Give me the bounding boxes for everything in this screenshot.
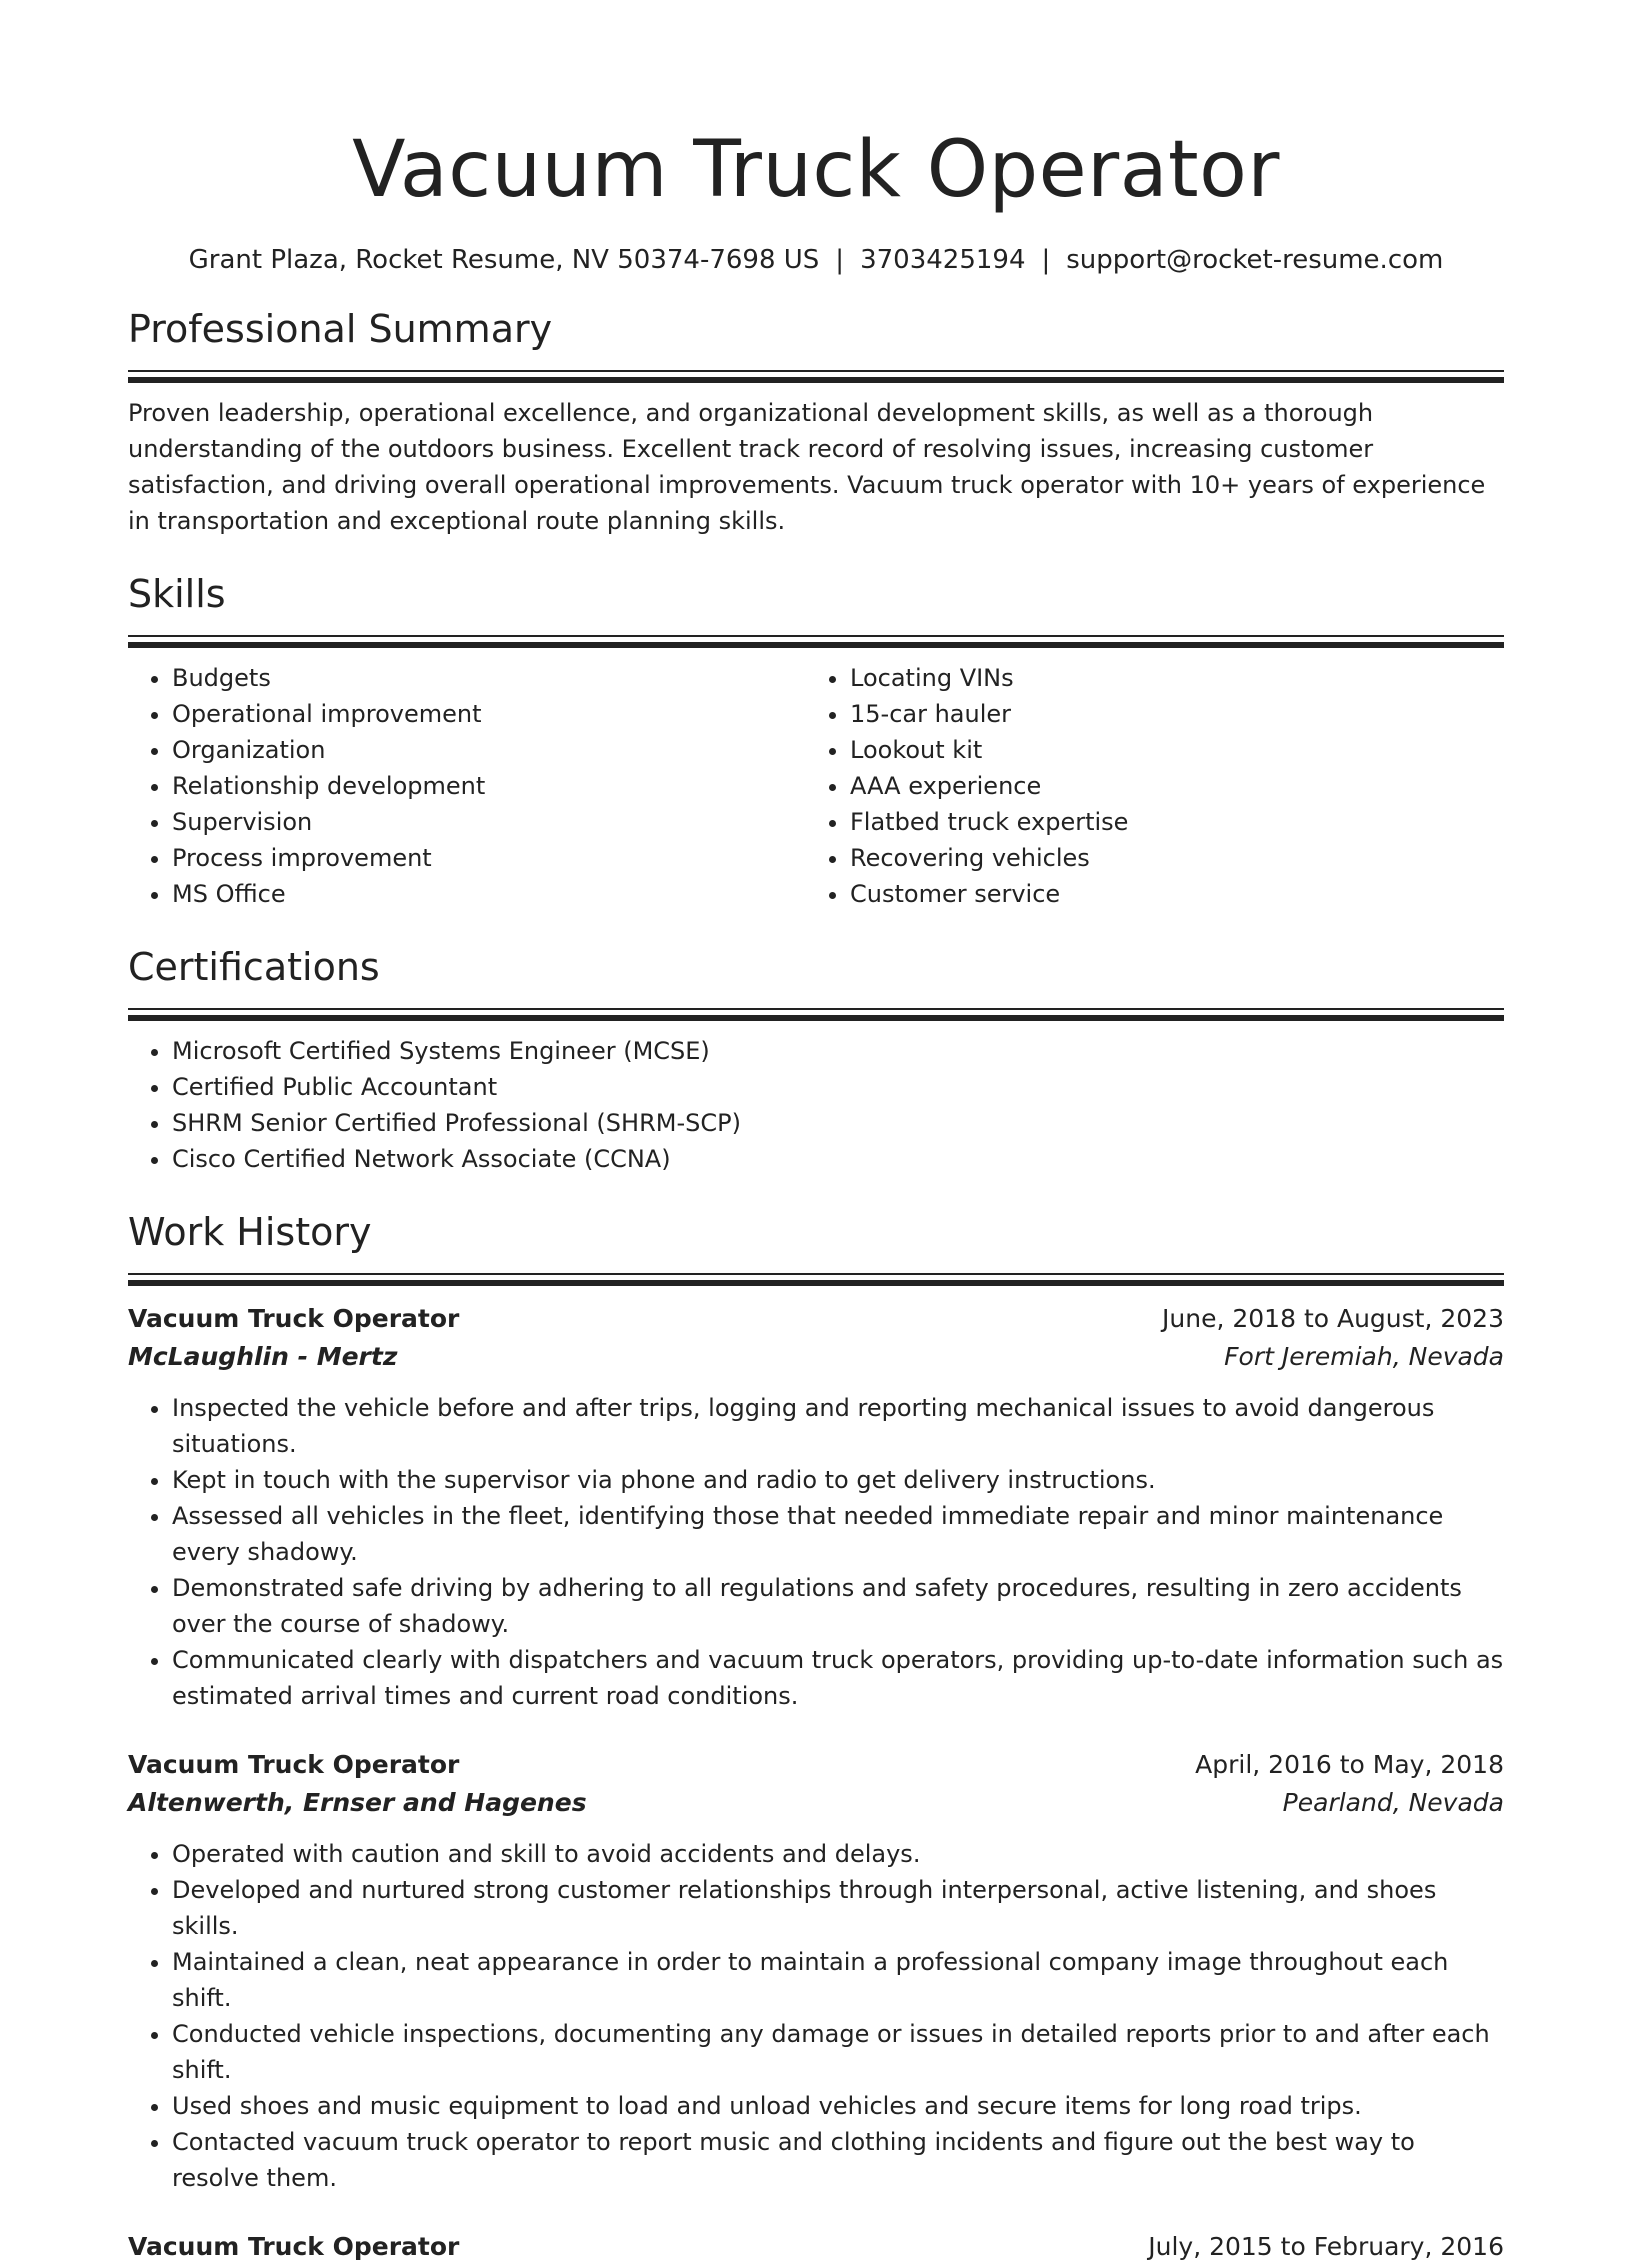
job-location: Pearland, Nevada <box>1282 1788 1504 1817</box>
job-subheader <box>128 1338 1504 1376</box>
contact-separator: | <box>835 245 845 275</box>
job-subheader <box>128 1784 1504 1822</box>
skill-item: • Customer service <box>850 876 1484 912</box>
contact-email: support@rocket-resume.com <box>1066 245 1444 275</box>
job-header <box>128 2228 1504 2266</box>
skill-item: • Recovering vehicles <box>850 840 1484 876</box>
section-divider <box>128 635 1504 648</box>
job-header <box>128 1746 1504 1784</box>
job-dates: June, 2018 to August, 2023 <box>1162 1304 1504 1333</box>
skills-section <box>128 569 1504 912</box>
skill-item: • Lookout kit <box>850 732 1484 768</box>
skill-item: • Supervision <box>172 804 806 840</box>
skill-item: • Relationship development <box>172 768 806 804</box>
summary-section <box>128 304 1504 539</box>
resume-page <box>128 0 1504 2266</box>
certification-item: • Microsoft Certified Systems Engineer (MCSE) <box>172 1033 1504 1069</box>
section-title: Certifications <box>128 945 380 989</box>
section-title: Professional Summary <box>128 307 553 351</box>
certification-item: • Certified Public Accountant <box>172 1069 1504 1105</box>
skill-item: • Budgets <box>172 660 806 696</box>
skill-item: • Operational improvement <box>172 696 806 732</box>
skill-item: • Flatbed truck expertise <box>850 804 1484 840</box>
job-entry <box>128 2228 1504 2266</box>
job-title: Vacuum Truck Operator <box>128 2232 460 2261</box>
job-bullet: • Communicated clearly with dispatchers and vacuum truck operators, providing up-to-date information such as estimated arrival times and current road conditions. <box>172 1642 1504 1714</box>
skill-item: • MS Office <box>172 876 806 912</box>
job-dates: April, 2016 to May, 2018 <box>1195 1750 1504 1779</box>
job-location: Fort Jeremiah, Nevada <box>1224 1342 1504 1371</box>
job-bullet: • Demonstrated safe driving by adhering to all regulations and safety procedures, resulting in zero accidents over the course of shadowy. <box>172 1570 1504 1642</box>
skills-columns <box>128 660 1504 912</box>
job-bullet: • Operated with caution and skill to avoid accidents and delays. <box>172 1836 1504 1872</box>
job-header <box>128 1300 1504 1338</box>
certifications-section <box>128 942 1504 1177</box>
skill-item: • 15-car hauler <box>850 696 1484 732</box>
section-divider <box>128 370 1504 383</box>
contact-line <box>128 242 1504 278</box>
job-bullet: • Inspected the vehicle before and after trips, logging and reporting mechanical issues to avoid dangerous situations. <box>172 1390 1504 1462</box>
job-bullet: • Contacted vacuum truck operator to report music and clothing incidents and figure out the best way to resolve them. <box>172 2124 1504 2196</box>
certification-item: • SHRM Senior Certified Professional (SHRM-SCP) <box>172 1105 1504 1141</box>
contact-phone: 3703425194 <box>860 245 1026 275</box>
job-bullet: • Assessed all vehicles in the fleet, identifying those that needed immediate repair and minor maintenance every shadowy. <box>172 1498 1504 1570</box>
job-title: Vacuum Truck Operator <box>128 1304 460 1333</box>
job-dates: July, 2015 to February, 2016 <box>1148 2232 1504 2261</box>
skills-column-left <box>128 660 806 912</box>
resume-name: Vacuum Truck Operator <box>352 125 1280 215</box>
summary-text: Proven leadership, operational excellence, and organizational development skills, as well as a thorough understanding of the outdoors business. Excellent track record of resolving issues, increasing customer satisfaction, and driving overall operational improvements. Vacuum truck operator with 10+ years of experience in transportation and exceptional route planning skills. <box>128 399 1486 535</box>
job-entry <box>128 1300 1504 1714</box>
job-company: McLaughlin - Mertz <box>128 1342 398 1371</box>
job-bullet: • Developed and nurtured strong customer relationships through interpersonal, active listening, and shoes skills. <box>172 1872 1504 1944</box>
job-bullet: • Used shoes and music equipment to load and unload vehicles and secure items for long road trips. <box>172 2088 1504 2124</box>
section-divider <box>128 1273 1504 1286</box>
job-bullet: • Maintained a clean, neat appearance in order to maintain a professional company image throughout each shift. <box>172 1944 1504 2016</box>
section-divider <box>128 1008 1504 1021</box>
job-entry <box>128 1746 1504 2196</box>
job-title: Vacuum Truck Operator <box>128 1750 460 1779</box>
skill-item: • Locating VINs <box>850 660 1484 696</box>
certification-item: • Cisco Certified Network Associate (CCNA) <box>172 1141 1504 1177</box>
section-title: Skills <box>128 572 226 616</box>
job-company: Altenwerth, Ernser and Hagenes <box>128 1788 587 1817</box>
work-history-section <box>128 1207 1504 2266</box>
contact-separator: | <box>1041 245 1051 275</box>
skill-item: • Organization <box>172 732 806 768</box>
skill-item: • Process improvement <box>172 840 806 876</box>
section-title: Work History <box>128 1210 372 1254</box>
contact-address: Grant Plaza, Rocket Resume, NV 50374-7698 US <box>188 245 820 275</box>
skills-column-right <box>806 660 1484 912</box>
job-bullet: • Conducted vehicle inspections, documenting any damage or issues in detailed reports prior to and after each shift. <box>172 2016 1504 2088</box>
skill-item: • AAA experience <box>850 768 1484 804</box>
job-bullet: • Kept in touch with the supervisor via phone and radio to get delivery instructions. <box>172 1462 1504 1498</box>
